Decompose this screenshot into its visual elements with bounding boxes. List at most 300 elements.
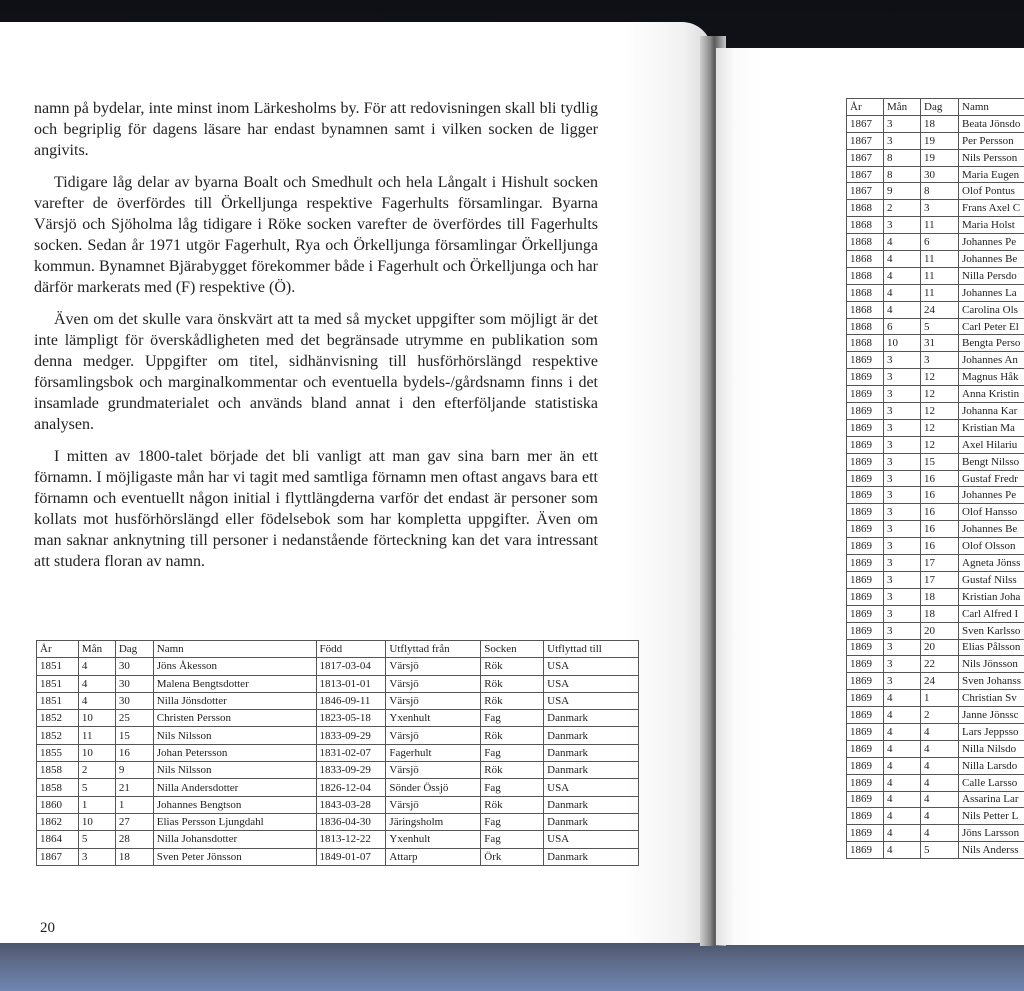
table-cell: 1869 — [847, 487, 884, 504]
table-cell: Rök — [481, 675, 544, 692]
table-cell: 20 — [921, 639, 959, 656]
table-cell: 4 — [921, 757, 959, 774]
table-cell: 3 — [884, 115, 921, 132]
table-row — [847, 521, 1024, 538]
table-cell: Danmark — [544, 762, 639, 779]
table-cell: 3 — [78, 848, 115, 865]
table-cell: 1869 — [847, 656, 884, 673]
table-cell: Johannes Be — [959, 521, 1024, 538]
table-cell: 1826-12-04 — [316, 779, 386, 796]
table-cell: Olof Olsson — [959, 538, 1024, 555]
table-cell: Carl Peter El — [959, 318, 1024, 335]
table-row — [847, 217, 1024, 234]
table-row — [847, 639, 1024, 656]
table-cell: 16 — [921, 521, 959, 538]
table-cell: 15 — [115, 727, 153, 744]
table-cell: Danmark — [544, 848, 639, 865]
table-cell: 19 — [921, 132, 959, 149]
table-cell: 3 — [884, 521, 921, 538]
table-cell: 11 — [921, 251, 959, 268]
table-cell: 1 — [921, 690, 959, 707]
table-cell: Kristian Joha — [959, 588, 1024, 605]
table-row — [37, 658, 639, 675]
table-row — [847, 352, 1024, 369]
table-cell: 1867 — [847, 166, 884, 183]
table-cell: 1867 — [847, 183, 884, 200]
table-cell: 11 — [921, 284, 959, 301]
table-cell: 1869 — [847, 639, 884, 656]
table-cell: 4 — [78, 675, 115, 692]
table-cell: 3 — [884, 588, 921, 605]
table-cell: 30 — [115, 692, 153, 709]
table-cell: Nilla Persdo — [959, 267, 1024, 284]
table-cell: 11 — [921, 217, 959, 234]
table-cell: Fag — [481, 779, 544, 796]
table-cell: 6 — [921, 234, 959, 251]
table-cell: USA — [544, 692, 639, 709]
table-cell: 30 — [115, 675, 153, 692]
table-cell: Rök — [481, 692, 544, 709]
table-cell: Carolina Ols — [959, 301, 1024, 318]
table-cell: 1868 — [847, 200, 884, 217]
table-cell: Elias Pålsson — [959, 639, 1024, 656]
table-cell: 1836-04-30 — [316, 813, 386, 830]
table-row — [847, 200, 1024, 217]
table-cell: 3 — [884, 470, 921, 487]
table-cell: 1867 — [847, 132, 884, 149]
header-cell: Mån — [884, 99, 921, 116]
table-row — [847, 487, 1024, 504]
table-cell: 4 — [884, 791, 921, 808]
table-cell: Johannes Pe — [959, 234, 1024, 251]
header-cell: Socken — [481, 641, 544, 658]
table-cell: 1813-12-22 — [316, 831, 386, 848]
table-cell: 17 — [921, 555, 959, 572]
table-cell: Axel Hilariu — [959, 436, 1024, 453]
table-cell: 4 — [884, 234, 921, 251]
table-row — [847, 808, 1024, 825]
table-cell: Per Persson — [959, 132, 1024, 149]
table-cell: 4 — [921, 791, 959, 808]
table-cell: 1867 — [847, 149, 884, 166]
table-row — [37, 779, 639, 796]
table-row — [37, 762, 639, 779]
table-cell: Värsjö — [386, 692, 481, 709]
table-row — [847, 825, 1024, 842]
table-cell: 1869 — [847, 690, 884, 707]
table-row — [37, 710, 639, 727]
table-cell: Johannes La — [959, 284, 1024, 301]
table-cell: 1869 — [847, 403, 884, 420]
table-cell: 1868 — [847, 318, 884, 335]
header-cell: Född — [316, 641, 386, 658]
table-cell: 4 — [884, 707, 921, 724]
table-cell: 2 — [921, 707, 959, 724]
table-cell: 16 — [115, 744, 153, 761]
table-cell: 1858 — [37, 762, 79, 779]
table-cell: 4 — [884, 284, 921, 301]
table-cell: Nils Jönsson — [959, 656, 1024, 673]
table-row — [847, 571, 1024, 588]
table-cell: 5 — [78, 831, 115, 848]
table-cell: 12 — [921, 436, 959, 453]
table-cell: 4 — [884, 808, 921, 825]
table-cell: 1833-09-29 — [316, 727, 386, 744]
table-cell: 20 — [921, 622, 959, 639]
table-cell: 1868 — [847, 251, 884, 268]
table-row — [847, 115, 1024, 132]
table-row — [847, 183, 1024, 200]
table-cell: 1869 — [847, 419, 884, 436]
table-cell: Kristian Ma — [959, 419, 1024, 436]
paragraph-3: Även om det skulle vara önskvärt att ta med så mycket uppgifter som möjligt är det inte lämpligt för överskådligheten med det begränsade utrymme en publikation som denna medger. Uppgifter om titel, sidhänvisning till husförhörslängd respektive församlingsbok och marginalkommentar och eventuella bydels-/gårdsnamn finns i det insamlade grundmaterialet och används bland annat i den efterföljande statistiska analysen. — [34, 311, 598, 433]
header-cell: Utflyttad från — [386, 641, 481, 658]
table-cell: 3 — [884, 639, 921, 656]
table-cell: Carl Alfred I — [959, 605, 1024, 622]
table-cell: Agneta Jönss — [959, 555, 1024, 572]
table-cell: 9 — [884, 183, 921, 200]
table-cell: Nils Petter L — [959, 808, 1024, 825]
table-cell: 1869 — [847, 470, 884, 487]
table-cell: Anna Kristin — [959, 386, 1024, 403]
table-cell: 4 — [78, 658, 115, 675]
table-row — [847, 386, 1024, 403]
table-cell: 1855 — [37, 744, 79, 761]
table-row — [847, 757, 1024, 774]
table-cell: Fag — [481, 831, 544, 848]
table-cell: Värsjö — [386, 658, 481, 675]
table-cell: 10 — [884, 335, 921, 352]
table-row — [847, 436, 1024, 453]
table-cell: 1868 — [847, 217, 884, 234]
table-cell: Sven Karlsso — [959, 622, 1024, 639]
table-row — [847, 166, 1024, 183]
table-cell: 18 — [921, 588, 959, 605]
table-cell: Nilla Johansdotter — [153, 831, 316, 848]
table-cell: Danmark — [544, 796, 639, 813]
right-table-clip — [846, 96, 1024, 866]
header-cell: År — [847, 99, 884, 116]
table-cell: Rök — [481, 796, 544, 813]
table-cell: Fagerhult — [386, 744, 481, 761]
table-cell: Nilla Andersdotter — [153, 779, 316, 796]
table-cell: 1869 — [847, 673, 884, 690]
table-cell: Jöns Larsson — [959, 825, 1024, 842]
header-cell: Utflyttad till — [544, 641, 639, 658]
table-cell: 1869 — [847, 605, 884, 622]
table-cell: 1868 — [847, 284, 884, 301]
table-cell: Olof Hansso — [959, 504, 1024, 521]
table-cell: 4 — [884, 825, 921, 842]
table-cell: Nilla Larsdo — [959, 757, 1024, 774]
table-cell: 3 — [884, 403, 921, 420]
table-row — [847, 335, 1024, 352]
table-cell: 1831-02-07 — [316, 744, 386, 761]
table-cell: 3 — [884, 419, 921, 436]
paragraph-1: namn på bydelar, inte minst inom Lärkesholms by. För att redovisningen skall bli tydlig och begriplig för dagens läsare har endast bynamnen samt i vilken socken de ligger angivits. — [34, 100, 598, 159]
table-cell: Värsjö — [386, 796, 481, 813]
table-cell: 1869 — [847, 757, 884, 774]
table-cell: 1868 — [847, 301, 884, 318]
table-cell: 17 — [921, 571, 959, 588]
table-cell: 1864 — [37, 831, 79, 848]
paragraph-4: I mitten av 1800-talet började det bli vanligt att man gav sina barn mer än ett förnamn. I möjligaste mån har vi tagit med samtliga förnamn men oftast angavs bara ett förnamn och eventuellt någon initial i flyttlängderna varför det endast är personer som kollats mot husförhörslängd eller födelsebok som har kompletta uppgifter. Även om man saknar anknytning till personer i nedanstående förteckning kan det vara intressant att studera floran av namn. — [34, 448, 598, 570]
table-cell: Nils Persson — [959, 149, 1024, 166]
table-cell: Fag — [481, 710, 544, 727]
table-cell: 3 — [921, 352, 959, 369]
table-cell: 1869 — [847, 352, 884, 369]
table-cell: USA — [544, 831, 639, 848]
table-cell: 1849-01-07 — [316, 848, 386, 865]
table-cell: Örk — [481, 848, 544, 865]
table-cell: 3 — [884, 369, 921, 386]
table-cell: 30 — [115, 658, 153, 675]
table-cell: 19 — [921, 149, 959, 166]
table-cell: Värsjö — [386, 762, 481, 779]
table-cell: Christian Sv — [959, 690, 1024, 707]
table-cell: 3 — [884, 656, 921, 673]
table-cell: Johannes An — [959, 352, 1024, 369]
table-row — [847, 656, 1024, 673]
table-cell: Janne Jönssc — [959, 707, 1024, 724]
table-cell: 1869 — [847, 791, 884, 808]
table-cell: Nilla Jönsdotter — [153, 692, 316, 709]
table-cell: 4 — [884, 301, 921, 318]
table-cell: Bengt Nilsso — [959, 453, 1024, 470]
table-cell: 2 — [78, 762, 115, 779]
table-cell: 1869 — [847, 453, 884, 470]
table-row — [37, 675, 639, 692]
table-cell: 3 — [884, 453, 921, 470]
table-cell: Johan Petersson — [153, 744, 316, 761]
table-cell: Värsjö — [386, 727, 481, 744]
table-row — [847, 470, 1024, 487]
table-cell: 3 — [884, 605, 921, 622]
table-cell: Assarina Lar — [959, 791, 1024, 808]
table-cell: 4 — [921, 825, 959, 842]
table-cell: 6 — [884, 318, 921, 335]
table-row — [37, 796, 639, 813]
table-row — [847, 453, 1024, 470]
header-cell: Dag — [921, 99, 959, 116]
table-cell: 12 — [921, 386, 959, 403]
table-cell: 30 — [921, 166, 959, 183]
table-cell: 4 — [884, 757, 921, 774]
table-cell: 4 — [921, 808, 959, 825]
table-cell: Olof Pontus — [959, 183, 1024, 200]
table-cell: Nils Nilsson — [153, 762, 316, 779]
table-cell: 28 — [115, 831, 153, 848]
table-body — [847, 115, 1024, 858]
table-cell: Sven Peter Jönsson — [153, 848, 316, 865]
table-cell: 16 — [921, 538, 959, 555]
table-cell: 4 — [921, 723, 959, 740]
table-cell: Yxenhult — [386, 831, 481, 848]
table-cell: 12 — [921, 403, 959, 420]
table-cell: 1869 — [847, 504, 884, 521]
table-cell: Maria Eugen — [959, 166, 1024, 183]
table-cell: 22 — [921, 656, 959, 673]
table-cell: Bengta Perso — [959, 335, 1024, 352]
table-cell: 16 — [921, 487, 959, 504]
table-cell: 8 — [921, 183, 959, 200]
table-cell: 1 — [78, 796, 115, 813]
table-cell: 15 — [921, 453, 959, 470]
header-cell: Namn — [959, 99, 1024, 116]
table-row — [37, 813, 639, 830]
table-cell: Rök — [481, 762, 544, 779]
table-row — [847, 369, 1024, 386]
table-cell: 1869 — [847, 842, 884, 859]
table-row — [847, 403, 1024, 420]
table-cell: Johanna Kar — [959, 403, 1024, 420]
table-cell: 18 — [921, 115, 959, 132]
table-cell: 4 — [884, 723, 921, 740]
table-row — [37, 744, 639, 761]
table-row — [37, 848, 639, 865]
table-cell: 12 — [921, 369, 959, 386]
header-cell: År — [37, 641, 79, 658]
table-cell: 1867 — [847, 115, 884, 132]
table-cell: 1851 — [37, 675, 79, 692]
table-cell: 8 — [884, 149, 921, 166]
table-row — [847, 673, 1024, 690]
table-row — [847, 740, 1024, 757]
table-cell: 1869 — [847, 571, 884, 588]
table-cell: 4 — [884, 251, 921, 268]
table-row — [847, 605, 1024, 622]
table-cell: 9 — [115, 762, 153, 779]
page-number: 20 — [40, 920, 55, 936]
table-cell: 5 — [921, 842, 959, 859]
table-cell: 4 — [78, 692, 115, 709]
table-cell: 27 — [115, 813, 153, 830]
table-cell: 3 — [884, 555, 921, 572]
table-cell: 2 — [884, 200, 921, 217]
table-cell: 4 — [884, 690, 921, 707]
paragraph-2: Tidigare låg delar av byarna Boalt och Smedhult och hela Långalt i Hishult socken varefter de överfördes till Örkelljunga respektive Fagerhults församlingar. Byarna Värsjö och Sjöholma låg tidigare i Röke socken varefter de överfördes till Fagerhults socken. Sedan år 1971 utgör Fagerhult, Rya och Örkelljunga församlingar Örkelljunga kommun. Bynamnet Bjärabygget förekommer både i Fagerhult och Örkelljunga och har därför markerats med (F) respektive (Ö). — [34, 174, 598, 296]
table-cell: 1868 — [847, 267, 884, 284]
table-cell: 3 — [884, 217, 921, 234]
table-cell: 12 — [921, 419, 959, 436]
table-cell: Johannes Pe — [959, 487, 1024, 504]
table-row — [847, 234, 1024, 251]
table-row — [847, 842, 1024, 859]
table-cell: 3 — [884, 386, 921, 403]
table-body — [37, 658, 639, 866]
table-cell: 25 — [115, 710, 153, 727]
table-row — [847, 791, 1024, 808]
table-row — [847, 301, 1024, 318]
table-cell: Sönder Össjö — [386, 779, 481, 796]
table-cell: 3 — [884, 504, 921, 521]
table-cell: 16 — [921, 470, 959, 487]
table-cell: 1869 — [847, 740, 884, 757]
emigration-table-right — [846, 98, 1024, 859]
table-cell: Nils Anderss — [959, 842, 1024, 859]
table-cell: 1852 — [37, 727, 79, 744]
table-cell: Danmark — [544, 744, 639, 761]
table-cell: 16 — [921, 504, 959, 521]
table-cell: Beata Jönsdo — [959, 115, 1024, 132]
table-cell: 10 — [78, 710, 115, 727]
table-cell: 1851 — [37, 658, 79, 675]
table-cell: 8 — [884, 166, 921, 183]
table-cell: 3 — [884, 436, 921, 453]
table-cell: 11 — [921, 267, 959, 284]
table-row — [847, 774, 1024, 791]
table-cell: 1869 — [847, 386, 884, 403]
table-row — [847, 267, 1024, 284]
table-cell: Yxenhult — [386, 710, 481, 727]
table-cell: Maria Holst — [959, 217, 1024, 234]
table-cell: 24 — [921, 673, 959, 690]
table-cell: Nils Nilsson — [153, 727, 316, 744]
table-cell: 1823-05-18 — [316, 710, 386, 727]
table-cell: 18 — [115, 848, 153, 865]
table-cell: 4 — [884, 842, 921, 859]
table-cell: Lars Jeppsso — [959, 723, 1024, 740]
table-cell: 1860 — [37, 796, 79, 813]
table-cell: 1843-03-28 — [316, 796, 386, 813]
table-cell: Danmark — [544, 813, 639, 830]
table-cell: 1813-01-01 — [316, 675, 386, 692]
table-cell: Jöns Åkesson — [153, 658, 316, 675]
table-cell: 4 — [884, 740, 921, 757]
table-row — [847, 251, 1024, 268]
table-row — [847, 149, 1024, 166]
table-cell: Järingsholm — [386, 813, 481, 830]
table-cell: 3 — [884, 571, 921, 588]
table-cell: 4 — [884, 267, 921, 284]
table-cell: Gustaf Fredr — [959, 470, 1024, 487]
table-cell: 1869 — [847, 369, 884, 386]
body-text — [34, 98, 598, 583]
table-cell: USA — [544, 779, 639, 796]
table-cell: Frans Axel C — [959, 200, 1024, 217]
table-cell: 18 — [921, 605, 959, 622]
table-cell: Rök — [481, 727, 544, 744]
table-cell: 3 — [884, 487, 921, 504]
table-cell: Malena Bengtsdotter — [153, 675, 316, 692]
table-cell: USA — [544, 658, 639, 675]
table-cell: 1869 — [847, 436, 884, 453]
table-cell: 4 — [884, 774, 921, 791]
table-cell: 3 — [884, 622, 921, 639]
table-cell: 1868 — [847, 234, 884, 251]
table-cell: 3 — [884, 538, 921, 555]
header-cell: Mån — [78, 641, 115, 658]
table-row — [847, 538, 1024, 555]
table-cell: Värsjö — [386, 675, 481, 692]
table-header-row — [37, 641, 639, 658]
table-cell: 21 — [115, 779, 153, 796]
table-cell: 1851 — [37, 692, 79, 709]
table-row — [847, 132, 1024, 149]
table-cell: 1817-03-04 — [316, 658, 386, 675]
table-row — [847, 318, 1024, 335]
table-header-row — [847, 99, 1024, 116]
table-cell: 24 — [921, 301, 959, 318]
table-row — [847, 284, 1024, 301]
table-cell: 3 — [884, 673, 921, 690]
table-cell: Danmark — [544, 727, 639, 744]
table-cell: 5 — [78, 779, 115, 796]
table-cell: 3 — [884, 132, 921, 149]
table-cell: 1869 — [847, 825, 884, 842]
table-cell: 1867 — [37, 848, 79, 865]
table-cell: Johannes Be — [959, 251, 1024, 268]
